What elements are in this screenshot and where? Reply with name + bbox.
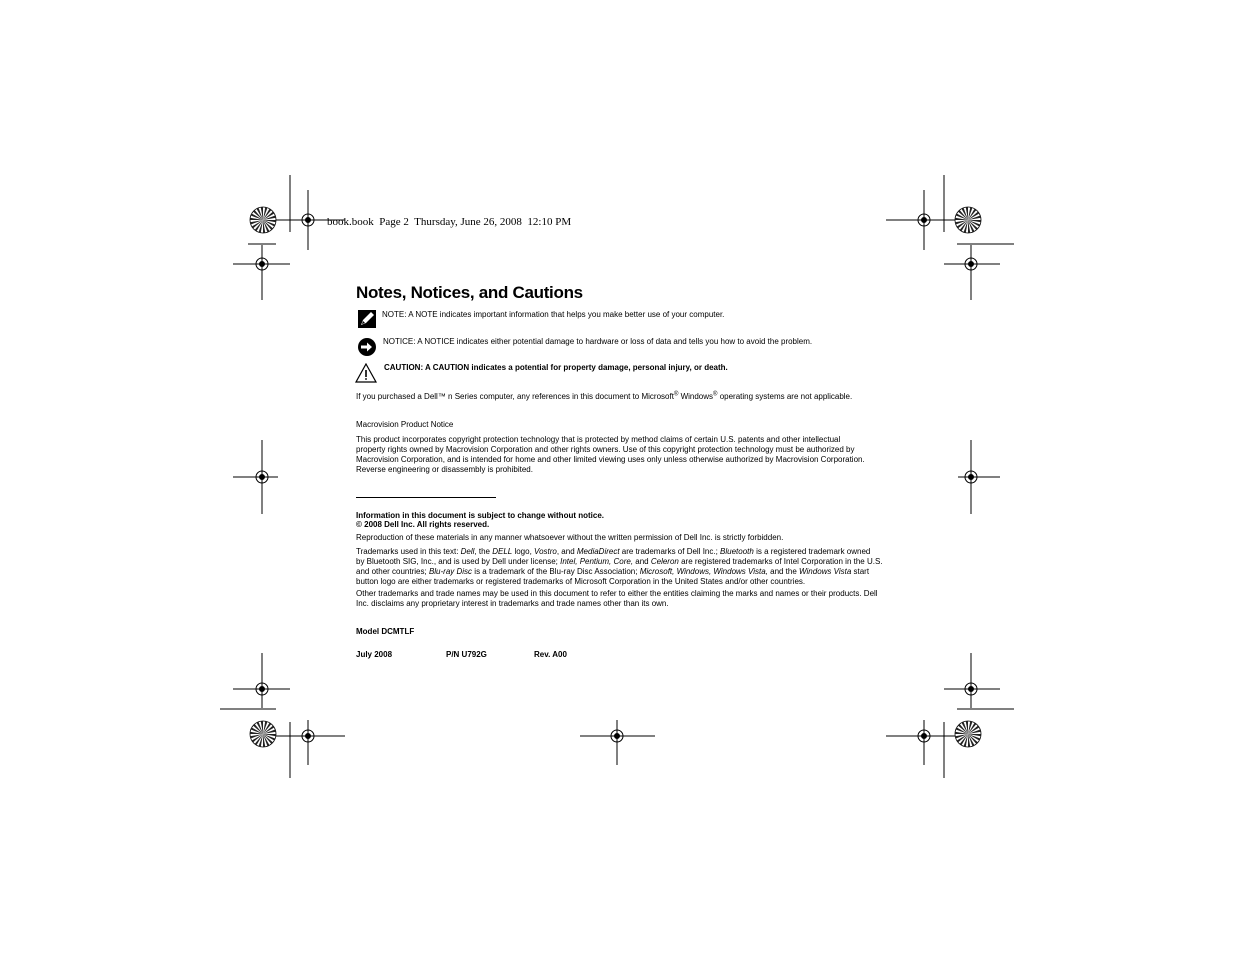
registration-target <box>580 720 655 765</box>
revision: Rev. A00 <box>534 650 567 659</box>
tm-text: button logo are either trademarks or registered trademarks of Microsoft Corporation in the United States and/or other countries. <box>356 577 806 586</box>
info-change-notice: Information in this document is subject to change without notice. <box>356 511 605 520</box>
macrovision-line: Macrovision Corporation, and is intended for home and other limited viewing uses only unless otherwise authorized by Macrovision Corporation. <box>356 455 865 464</box>
star-target <box>955 721 981 747</box>
registration-target <box>944 653 1000 708</box>
star-target <box>250 721 276 747</box>
note-text: NOTE: A NOTE indicates important information that helps you make better use of your computer. <box>382 310 725 319</box>
notice-text: NOTICE: A NOTICE indicates either potential damage to hardware or loss of data and tells you how to avoid the problem. <box>383 337 813 346</box>
tm-microsoft: Microsoft, Windows, Windows Vista, <box>639 567 768 576</box>
tm-text: are trademarks of Dell Inc.; <box>619 547 721 556</box>
reproduction-notice: Reproduction of these materials in any manner whatsoever without the written permission of Dell Inc. is strictly forbidden. <box>356 533 784 542</box>
caution-text: CAUTION: A CAUTION indicates a potential for property damage, personal injury, or death. <box>384 363 728 372</box>
tm-text: and <box>633 557 651 566</box>
print-header-stamp: book.book Page 2 Thursday, June 26, 2008 12:10 PM <box>327 216 572 228</box>
other-trademarks-line: Inc. disclaims any proprietary interest in trademarks and trade names other than its own. <box>356 599 669 608</box>
tm-text: and the <box>767 567 800 576</box>
release-date: July 2008 <box>356 650 393 659</box>
other-trademarks <box>356 589 878 609</box>
caution-triangle-icon <box>355 363 375 383</box>
part-number: P/N U792G <box>446 650 487 659</box>
registration-target <box>944 245 1000 300</box>
purchase-text-a: If you purchased a Dell™ n Series computer, any references in this document to Microsoft <box>356 392 674 401</box>
macrovision-heading: Macrovision Product Notice <box>356 420 454 429</box>
notice-arrow-icon <box>357 337 377 357</box>
tm-text: start <box>851 567 870 576</box>
tm-vostro: Vostro <box>534 547 557 556</box>
trademarks-paragraph <box>356 547 883 587</box>
tm-text: , the <box>474 547 493 556</box>
tm-text: is a trademark of the Blu-ray Disc Association; <box>472 567 640 576</box>
footnote-rule <box>356 497 496 498</box>
registration-target <box>233 245 290 300</box>
tm-text: are registered trademarks of Intel Corporation in the U.S. <box>678 557 883 566</box>
copyright-line: © 2008 Dell Inc. All rights reserved. <box>356 520 490 529</box>
tm-dell-logo: DELL <box>492 547 513 556</box>
tm-mediadirect: MediaDirect <box>576 547 620 556</box>
macrovision-line: Reverse engineering or disassembly is prohibited. <box>356 465 533 474</box>
other-trademarks-line: Other trademarks and trade names may be used in this document to refer to either the entities claiming the marks and names or their products. Dell <box>356 589 878 598</box>
dell-n-series-notice <box>356 392 852 402</box>
purchase-text-c: operating systems are not applicable. <box>717 392 853 401</box>
registered-mark: ® <box>713 391 718 398</box>
tm-text: , and <box>556 547 577 556</box>
tm-intel: Intel, Pentium, Core, <box>560 557 634 566</box>
star-target <box>250 207 276 233</box>
tm-dell: Dell <box>460 547 475 556</box>
registration-target <box>886 190 961 250</box>
tm-windows-vista: Windows Vista <box>799 567 852 576</box>
tm-text: by Bluetooth SIG, Inc., and is used by Dell under license; <box>356 557 561 566</box>
note-pencil-icon <box>357 309 377 329</box>
registration-target <box>886 720 961 765</box>
tm-bluetooth: Bluetooth <box>720 547 754 556</box>
registration-target <box>270 720 345 765</box>
model-number: Model DCMTLF <box>356 627 415 636</box>
registered-mark: ® <box>673 391 679 398</box>
tm-celeron: Celeron <box>650 557 679 566</box>
tm-text: is a registered trademark owned <box>753 547 871 556</box>
registration-target <box>233 653 290 708</box>
star-target <box>955 207 981 233</box>
macrovision-line: This product incorporates copyright protection technology that is protected by method claims of certain U.S. patents and other intellectual <box>356 435 841 444</box>
registration-target <box>233 440 278 514</box>
page-title: Notes, Notices, and Cautions <box>356 283 583 302</box>
macrovision-line: property rights owned by Macrovision Corporation and other rights owners. Use of this copyright protection technology must be authorized by <box>356 445 855 454</box>
macrovision-body <box>356 435 865 475</box>
tm-text: logo, <box>512 547 535 556</box>
tm-text: Trademarks used in this text: <box>356 547 461 556</box>
registration-target <box>958 440 1000 514</box>
tm-text: and other countries; <box>356 567 429 576</box>
purchase-text-b: Windows <box>678 392 714 401</box>
tm-bluray: Blu-ray Disc <box>428 567 473 576</box>
